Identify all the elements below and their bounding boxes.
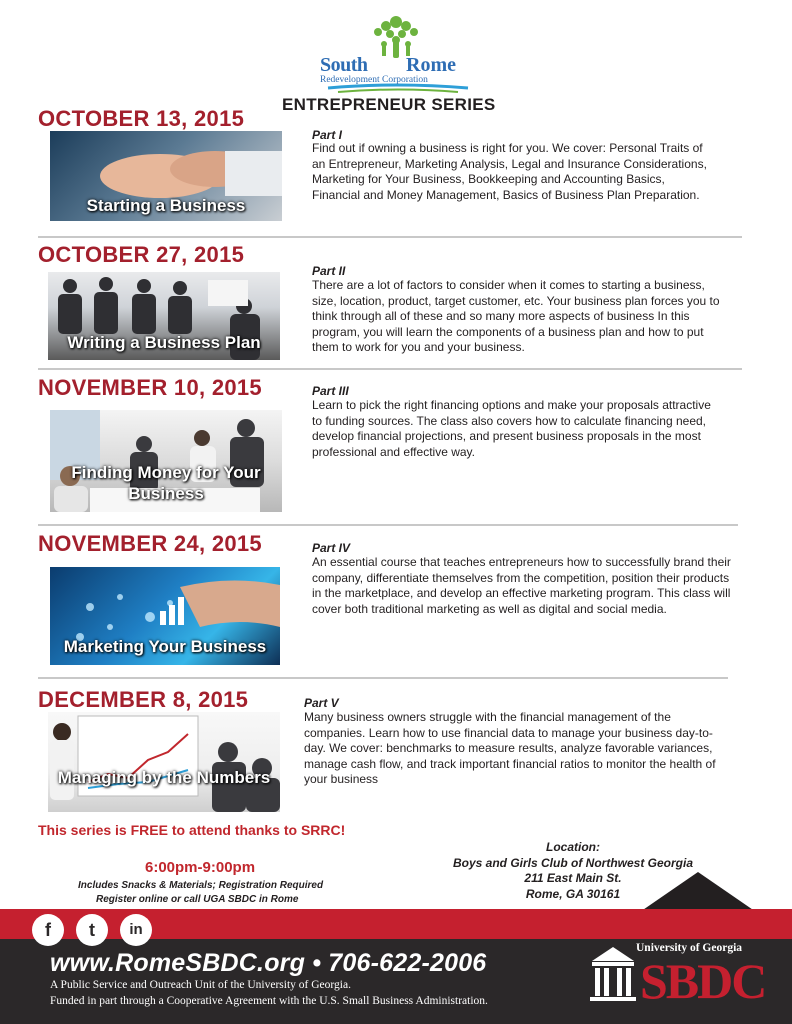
session-4-date: NOVEMBER 24, 2015 [38, 531, 262, 556]
arch-icon [588, 943, 638, 1003]
session-2-image [48, 272, 280, 360]
location-label: Location: [546, 840, 600, 854]
session-1-description: Find out if owning a business is right for you. We cover: Personal Traits of an Entrepreneur, Marketing Analysis, Legal and Insurance Considerations, Marketing for Your Business, Bookkeeping and Accounting Basics, Financial and Money Management, Basics of Business Plan Preparation. [312, 141, 707, 202]
srrc-logo [308, 12, 484, 96]
session-3-part: Part III [312, 384, 349, 398]
session-2-date: OCTOBER 27, 2015 [38, 242, 245, 267]
session-4-description: An essential course that teaches entrepreneurs how to successfully brand their company, differentiate themselves from the competition, position their products in the marketplace, and develop an effective marketing program. This class will cover both traditional marketing as well as digital and social media. [312, 555, 731, 616]
location-venue: Boys and Girls Club of Northwest Georgia [452, 855, 694, 870]
session-4-part: Part IV [312, 541, 351, 555]
location-street: 211 East Main St. [524, 871, 622, 885]
session-5-part: Part V [304, 696, 339, 710]
free-note: This series is FREE to attend thanks to SRRC! [38, 822, 346, 838]
logo-tagline: Redevelopment Corporation [320, 75, 428, 85]
divider [38, 236, 742, 238]
series-title: ENTREPRENEUR SERIES [282, 95, 496, 114]
logo-rome-text: Rome [406, 54, 456, 76]
session-5-image [48, 712, 280, 812]
sbdc-text: SBDC [640, 953, 766, 1009]
session-5-date: DECEMBER 8, 2015 [38, 687, 249, 712]
session-3-date: NOVEMBER 10, 2015 [38, 375, 262, 400]
session-3-image-label: Finding Money for Your Business [71, 463, 261, 503]
session-1-image-label: Starting a Business [86, 196, 246, 215]
twitter-icon[interactable]: t [76, 914, 108, 946]
session-1-date: OCTOBER 13, 2015 [38, 106, 245, 131]
session-time: 6:00pm-9:00pm [145, 859, 256, 876]
session-3-image [50, 410, 282, 512]
session-1-image [50, 131, 282, 221]
footer-red-band [0, 909, 792, 939]
includes-note: Includes Snacks & Materials; Registration Required [78, 880, 324, 891]
facebook-icon[interactable]: f [32, 914, 64, 946]
divider [38, 677, 728, 679]
session-5-image-label: Managing by the Numbers [57, 768, 271, 787]
session-5-description: Many business owners struggle with the financial management of the companies. Learn how to use financial data to manage your business day-to-day. We cover: benchmarks to measure results, analyze favorable variances, manage cash flow, and track important financial ratios to monitor the health of your business [304, 710, 716, 786]
linkedin-icon[interactable]: in [120, 914, 152, 946]
session-2-part: Part II [312, 264, 346, 278]
footer-line-2: Funded in part through a Cooperative Agreement with the U.S. Small Business Administration. [50, 995, 488, 1007]
session-1-part: Part I [312, 128, 343, 142]
session-2-description: There are a lot of factors to consider when it comes to starting a business, size, location, product, target customer, etc. Your business plan forces you to think through all of these and so many more aspects of business In this program, you will learn the components of a business plan and how to put them to work for you and your business. [312, 278, 720, 354]
uga-sbdc-logo [588, 939, 764, 1009]
session-4-image [50, 567, 280, 665]
divider [38, 524, 738, 526]
session-2-image-label: Writing a Business Plan [67, 333, 261, 352]
footer-line-1: A Public Service and Outreach Unit of the University of Georgia. [50, 979, 351, 991]
location-city: Rome, GA 30161 [525, 886, 621, 901]
uga-text: University of Georgia [636, 942, 743, 954]
website-phone[interactable]: www.RomeSBDC.org • 706-622-2006 [50, 949, 487, 977]
session-4-image-label: Marketing Your Business [63, 637, 267, 656]
divider [38, 368, 742, 370]
session-3-description: Learn to pick the right financing options and make your proposals attractive to funding sources. The class also covers how to calculate financing need, develop financial projections, and present business proposals in the most professional and effective way. [312, 398, 711, 459]
register-note: Register online or call UGA SBDC in Rome [96, 894, 299, 905]
logo-south-text: South [320, 54, 368, 76]
